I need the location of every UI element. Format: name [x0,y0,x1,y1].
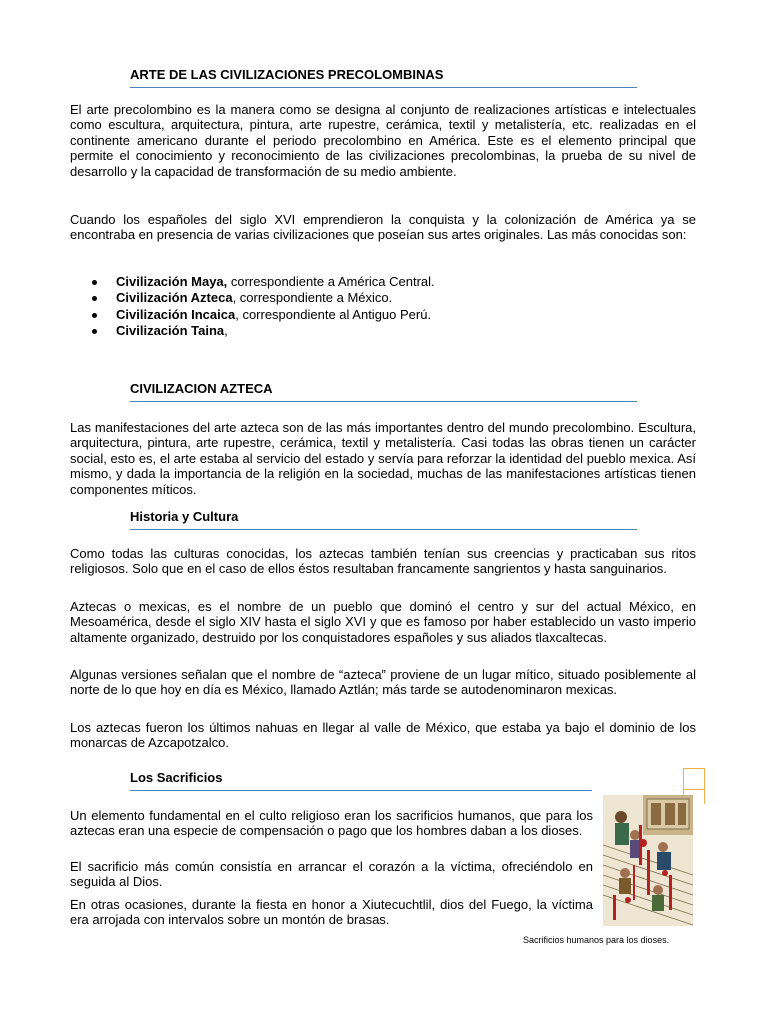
illustration-caption: Sacrificios humanos para los dioses. [523,935,670,945]
intro-paragraph-2: Cuando los españoles del siglo XVI emprendieron la conquista y la colonización de América ya se encontraba en presencia de varias civilizaciones que poseían sus artes originales. Las más conocidas son: [70,212,696,243]
sacrificios-paragraph-2: El sacrificio más común consistía en arrancar el corazón a la víctima, ofreciéndolo en seguida al Dios. [70,859,593,890]
civilization-desc: , [224,322,228,338]
historia-paragraph-2: Aztecas o mexicas, es el nombre de un pueblo que dominó el centro y sur del actual México, en Mesoamérica, desde el siglo XIV hasta el siglo XVI y que es famoso por haber establecido un vasto imperio altamente organizado, destruido por los conquistadores españoles y sus aliados tlaxcaltecas. [70,599,696,645]
civilization-name: Civilización Incaica [116,306,236,322]
azteca-paragraph: Las manifestaciones del arte azteca son de las más importantes dentro del mundo precolombino. Escultura, arquitectura, pintura, arte rupestre, cerámica, textil y metalistería. Casi todas las obras tienen un carácter social, esto es, el arte estaba al servicio del estado y servía para reforzar la identidad del pueblo mexica. Así mismo, y dada la importancia de la religión en la sociedad, muchas de las manifestaciones artísticas tienen componentes míticos. [70,420,696,497]
sacrifice-illustration [603,795,693,926]
sacrificios-paragraph-3: En otras ocasiones, durante la fiesta en honor a Xiutecuchtlil, dios del Fuego, la víctima era arrojada con intervalos sobre un montón de brasas. [70,897,593,928]
civilization-name: Civilización Azteca [116,290,233,306]
bullet-dot-icon [92,280,97,285]
civilization-desc: , correspondiente al Antiguo Perú. [235,306,432,322]
sacrificios-paragraph-1: Un elemento fundamental en el culto religioso eran los sacrificios humanos, que para los aztecas eran una especie de compensación o pago que los hombres daban a los dioses. [70,808,593,839]
bullet-dot-icon [92,329,97,334]
historia-heading: Historia y Cultura [130,509,637,530]
frame-line [683,768,705,769]
intro-paragraph-1: El arte precolombino es la manera como se designa al conjunto de realizaciones artísticas e intelectuales como escultura, arquitectura, pintura, arte rupestre, cerámica, textil y metalistería, etc. realizadas en el continente americano durante el periodo precolombino en América. Este es el elemento principal que permite el conocimiento y reconocimiento de las civilizaciones precolombinas, la prueba de su nivel de desarrollo y la capacidad de transformación de su medio ambiente. [70,102,696,179]
azteca-heading: CIVILIZACION AZTECA [130,381,637,402]
civilization-name: Civilización Taina [116,322,225,338]
frame-line [683,789,705,790]
sacrificios-heading: Los Sacrificios [130,770,592,791]
civilization-desc: , correspondiente a México. [232,290,393,306]
historia-paragraph-1: Como todas las culturas conocidas, los aztecas también tenían sus creencias y practicaban sus ritos religiosos. Solo que en el caso de ellos éstos resultaban francamente sangrientos y hasta sanguinarios. [70,546,696,577]
frame-line [704,768,705,804]
list-item [92,323,692,339]
civilizations-list [92,274,692,339]
bullet-dot-icon [92,296,97,301]
historia-paragraph-3: Algunas versiones señalan que el nombre de “azteca” proviene de un lugar mítico, situado posiblemente al norte de lo que hoy en día es México, llamado Aztlán; más tarde se autodenominaron mexicas. [70,667,696,698]
list-item [92,274,692,290]
bullet-dot-icon [92,313,97,318]
list-item [92,307,692,323]
civilization-name: Civilización Maya, [116,274,228,289]
list-item [92,290,692,306]
document-title: ARTE DE LAS CIVILIZACIONES PRECOLOMBINAS [130,67,637,88]
civilization-desc: correspondiente a América Central. [227,274,435,289]
historia-paragraph-4: Los aztecas fueron los últimos nahuas en llegar al valle de México, que estaba ya bajo el dominio de los monarcas de Azcapotzalco. [70,720,696,751]
